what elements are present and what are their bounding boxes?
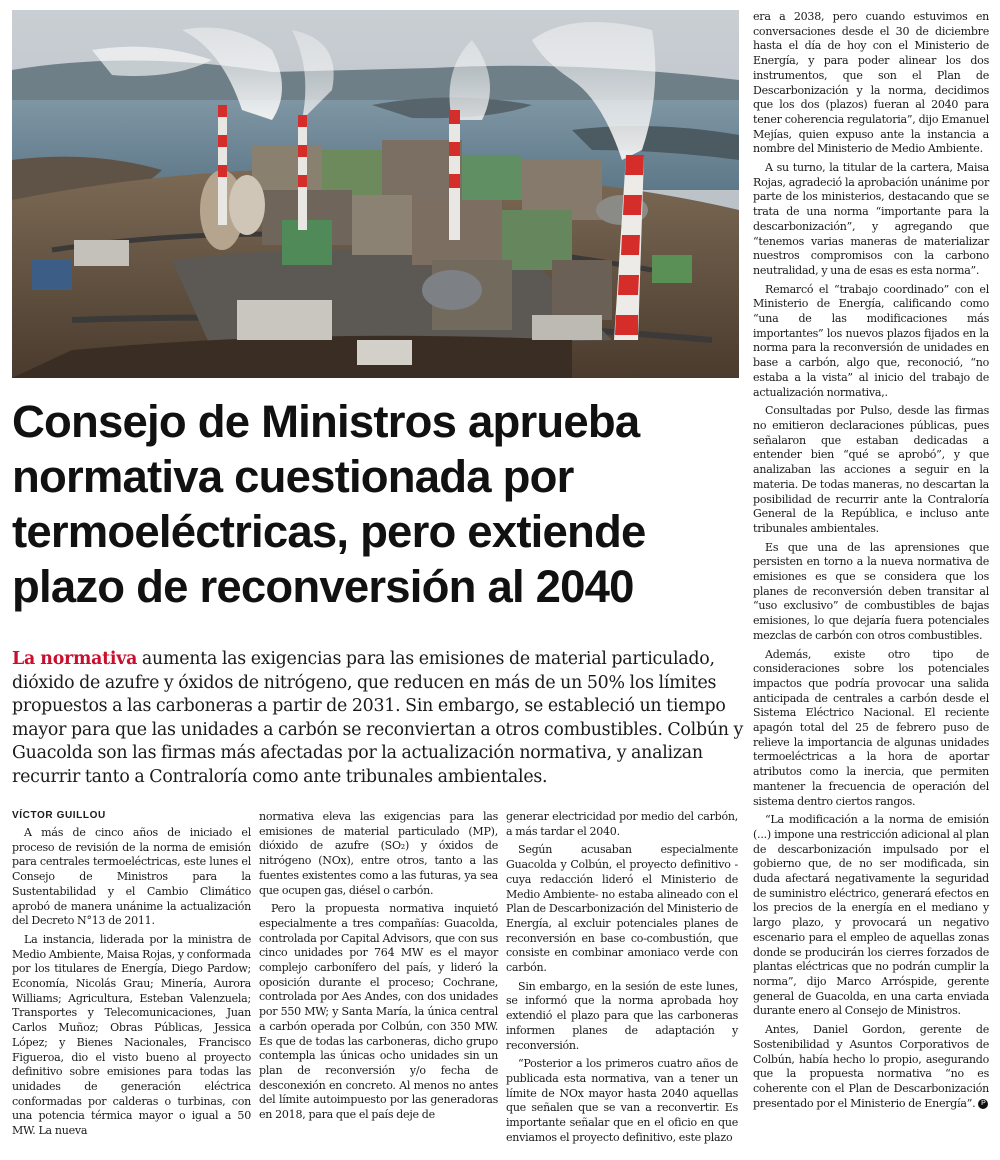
body-paragraph: A más de cinco años de iniciado el proceso de revisión de la norma de emisión para centrales termoeléctricas, este lunes el Consejo de Ministros para la Sustentabilidad y el Cambio Climático aprobó de manera unánime la actualización del Decreto N°13 de 2011. [12,826,251,928]
power-plant-photo [12,10,739,378]
body-paragraph: Es que una de las aprensiones que persisten en torno a la nueva normativa de emisiones es que se considera que los planes de reconversión deben transitar al “uso exclusivo” de combustibles de bajas emisiones, lo que dejaría fuera potenciales mezclas de carbón con otros combustibles. [753,540,989,642]
body-paragraph: “Posterior a los primeros cuatro años de publicada esta normativa, van a tener un límite de NOx mayor hasta 2040 aquellas que señalen que se van a reconvertir. Es importante señalar que en el oficio en que enviamos el proyecto definitivo, este plazo [506,1057,738,1144]
body-column-4 [753,10,989,1115]
article-headline: Consejo de Ministros aprueba normativa cuestionada por termoeléctricas, pero extiende plazo de reconversión al 2040 [12,396,646,612]
body-paragraph: Según acusaban especialmente Guacolda y Colbún, el proyecto definitivo -cuya redacción lideró el Ministerio de Medio Ambiente- no estaba alineado con el Plan de Descarbonización del Ministerio de Energía, al excluir potenciales planes de reconversión en base co-combustión, que consiste en combinar amoniaco verde con carbón. [506,843,738,975]
body-paragraph: Sin embargo, en la sesión de este lunes, se informó que la norma aprobada hoy extendió el plazo para que las carboneras informen planes de adaptación y reconversión. [506,979,738,1052]
power-plant-illustration [12,10,739,378]
final-paragraph-text: Antes, Daniel Gordon, gerente de Sostenibilidad y Asuntos Corporativos de Colbún, había hecho lo propio, asegurando que la propuesta normativa “no es coherente con el Plan de Descarbonización presentado por el Ministerio de Energía”. [753,1023,989,1110]
body-paragraph: La instancia, liderada por la ministra de Medio Ambiente, Maisa Rojas, y conformada por los titulares de Energía, Diego Pardow; Economía, Nicolás Grau; Minería, Aurora Williams; Agricultura, Esteban Valenzuela; Transportes y Telecomunicaciones, Juan Carlos Muñoz; Obras Públicas, Jessica López; y Bienes Nacionales, Francisco Figueroa, dio el visto bueno al proyecto definitivo sobre emisiones para todas las unidades de generación eléctrica conformadas por calderas o turbinas, con una potencia térmica mayor o igual a 50 MW. La nueva [12,932,251,1138]
body-column-2 [259,810,498,1127]
body-paragraph: Remarcó el “trabajo coordinado” con el Ministerio de Energía, calificando como “una de las modificaciones más importantes” los nuevos plazos fijados en la norma para la reconversión de unidades en base a carbón, algo que, reconoció, “no estaba a la vista” al inicio del trabajo de actualización normativa,. [753,282,989,399]
body-paragraph: “La modificación a la norma de emisión (...) impone una restricción adicional al plan de descarbonización impulsado por el gobierno que, de no ser modificada, sin duda afectará negativamente la seguridad de suministro eléctrico, generará efectos en los precios de la energía en el mediano y largo plazo, y provocará un negativo escenario para el empleo de aquellas zonas donde se producirán los cierres forzados de plantas eléctricas que no podrán cumplir la norma”, dijo Marco Arróspide, gerente general de Guacolda, en una carta enviada durante enero al Consejo de Ministros. [753,813,989,1018]
body-paragraph: Además, existe otro tipo de consideraciones sobre los potenciales impactos que podría provocar una salida anticipada de centrales a carbón desde el Sistema Eléctrico Nacional. El reciente apagón total del 25 de febrero puso de relieve la importancia de algunas unidades termoeléctricas a la hora de aportar atributos como la inercia, que permiten mantener la frecuencia de operación del sistema dentro ciertos rangos. [753,647,989,808]
deck-lead: La normativa [12,649,138,669]
end-mark-icon: P [978,1099,988,1109]
body-column-3 [506,810,738,1149]
body-paragraph: generar electricidad por medio del carbón, a más tardar el 2040. [506,810,738,838]
byline: VÍCTOR GUILLOU [12,810,106,821]
article-deck [12,648,747,790]
body-paragraph-final [753,1023,989,1111]
body-paragraph: Pero la propuesta normativa inquietó especialmente a tres compañías: Guacolda, controlada por Capital Advisors, que con sus cinco unidades por 764 MW es el mayor complejo carbonífero del país, y lideró la oposición durante el proceso; Cochrane, controlada por Aes Andes, con dos unidades por 550 MW; y Santa María, la única central a carbón operada por Colbún, con 350 MW. Es que de todas las carboneras, dicho grupo contempla las únicas ocho unidades sin un plan de reconversión y/o fecha de desconexión en concreto. Al menos no antes del límite autoimpuesto por las generadoras en 2018, para que el país deje de [259,902,498,1122]
body-paragraph: normativa eleva las exigencias para las emisiones de material particulado (MP), dióxido de azufre (SO₂) y óxidos de nitrógeno (NOx), entre otros, tanto a las fuentes existentes como a las futuras, ya sea que ocupen gas, diésel o carbón. [259,810,498,897]
body-paragraph: era a 2038, pero cuando estuvimos en conversaciones desde el 30 de diciembre hasta el día de hoy con el Ministerio de Energía, y para poder alinear los dos instrumentos, que son el Plan de Descarbonización y la norma, decidimos que los dos (plazos) fueran al 2040 para tener coherencia regulatoria”, dijo Emanuel Mejías, quien expuso ante la instancia a nombre del Ministerio de Medio Ambiente. [753,10,989,156]
deck-text: aumenta las exigencias para las emisiones de material particulado, dióxido de azufre y óxidos de nitrógeno, que reducen en más de un 50% los límites propuestos a las carboneras a partir de 2031. Sin embargo, se estableció un tiempo mayor para que las unidades a carbón se reconviertan a otros combustibles. Colbún y Guacolda son las firmas más afectadas por la actualización normativa, y analizan recurrir tanto a Contraloría como ante tribunales ambientales. [12,649,744,787]
body-paragraph: A su turno, la titular de la cartera, Maisa Rojas, agradeció la aprobación unánime por parte de los ministerios, destacando que se trata de una norma “importante para la descarbonización”, y agregando que “tenemos varias maneras de materializar nuestros compromisos con la carbono neutralidad, y una de esas es esta norma”. [753,161,989,277]
body-column-1 [12,826,251,1143]
body-paragraph: Consultadas por Pulso, desde las firmas no emitieron declaraciones públicas, pues señalaron que estaban dedicadas a entender bien “qué se aprobó”, y que analizaban las acciones a seguir en la materia. De todas maneras, no descartan la posibilidad de recurrir ante la Contraloría General de la República, e incluso ante tribunales ambientales. [753,404,989,535]
